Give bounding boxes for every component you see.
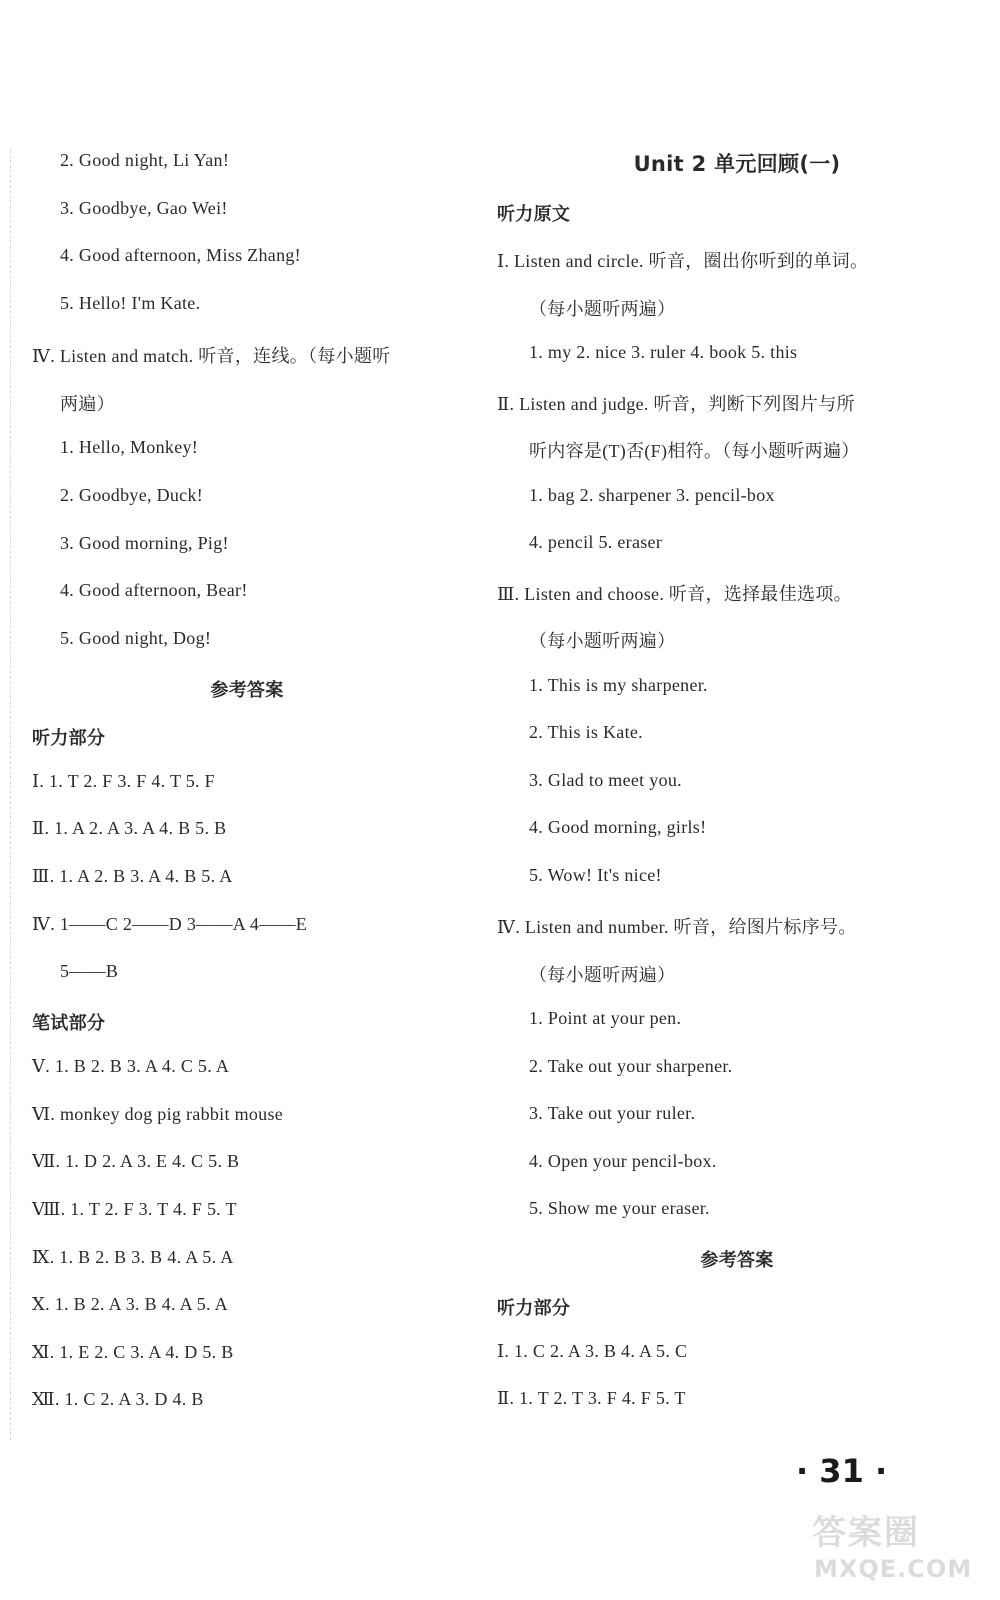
answer-line: Ⅸ. 1. B 2. B 3. B 4. A 5. A [32,1247,234,1267]
text-line: 2. This is Kate. [529,722,643,742]
listening-script-heading: 听力原文 [497,204,571,225]
text-line: 3. Good morning, Pig! [60,533,229,553]
listening-section-heading: 听力部分 [497,1298,571,1319]
text-line: 1. bag 2. sharpener 3. pencil-box [529,485,775,505]
text-line: 1. my 2. nice 3. ruler 4. book 5. this [529,342,798,362]
answer-line: Ⅱ. 1. T 2. T 3. F 4. F 5. T [497,1388,686,1408]
section-heading-iii: Ⅲ. Listen and choose. 听音，选择最佳选项。 [497,584,852,604]
section-heading-i: Ⅰ. Listen and circle. 听音，圈出你听到的单词。 [497,251,869,271]
unit-title: Unit 2 单元回顾(一) [633,152,841,176]
text-line: 2. Take out your sharpener. [529,1056,733,1076]
text-line: 3. Take out your ruler. [529,1103,696,1123]
answer-line: Ⅱ. 1. A 2. A 3. A 4. B 5. B [32,818,227,838]
text-line: 5. Good night, Dog! [60,628,212,648]
text-line: 听内容是(T)否(F)相符。（每小题听两遍） [529,441,860,461]
answer-line: Ⅰ. 1. C 2. A 3. B 4. A 5. C [497,1341,688,1361]
text-line: 4. Good afternoon, Miss Zhang! [60,245,301,265]
answer-line: Ⅷ. 1. T 2. F 3. T 4. F 5. T [32,1199,237,1219]
watermark-text: 答案圈 [812,1513,920,1553]
listening-section-heading: 听力部分 [32,728,106,749]
answer-line: Ⅰ. 1. T 2. F 3. F 4. T 5. F [32,771,215,791]
text-line: 5. Wow! It's nice! [529,865,662,885]
text-line: （每小题听两遍） [529,631,676,651]
section-heading-iv: Ⅳ. Listen and match. 听音，连线。（每小题听 [32,346,391,366]
text-line: 2. Goodbye, Duck! [60,485,204,505]
answer-line: Ⅶ. 1. D 2. A 3. E 4. C 5. B [32,1151,240,1171]
text-line: 1. Hello, Monkey! [60,437,199,457]
answer-line: Ⅺ. 1. E 2. C 3. A 4. D 5. B [32,1342,234,1362]
text-line: 4. pencil 5. eraser [529,532,663,552]
text-line: 1. This is my sharpener. [529,675,708,695]
section-heading-ii: Ⅱ. Listen and judge. 听音，判断下列图片与所 [497,394,855,414]
watermark-url: MXQE.COM [814,1555,973,1583]
answer-key-heading: 参考答案 [700,1250,774,1271]
text-line: 4. Good afternoon, Bear! [60,580,248,600]
answer-line: Ⅹ. 1. B 2. A 3. B 4. A 5. A [32,1294,228,1314]
answer-line: Ⅴ. 1. B 2. B 3. A 4. C 5. A [32,1056,230,1076]
text-line: 1. Point at your pen. [529,1008,682,1028]
answer-line: 5——B [60,961,119,981]
written-section-heading: 笔试部分 [32,1013,106,1034]
watermark-logo [812,1505,982,1591]
text-line: 5. Hello! I'm Kate. [60,293,201,313]
text-line: （每小题听两遍） [529,965,676,985]
page-number: · 31 · [796,1452,888,1490]
text-line: 两遍） [60,394,115,414]
margin-dashed-line [10,150,11,1440]
section-heading-iv: Ⅳ. Listen and number. 听音，给图片标序号。 [497,917,857,937]
text-line: 4. Good morning, girls! [529,817,707,837]
answer-line: Ⅲ. 1. A 2. B 3. A 4. B 5. A [32,866,233,886]
text-line: 2. Good night, Li Yan! [60,150,230,170]
text-line: 4. Open your pencil-box. [529,1151,717,1171]
answer-line: Ⅵ. monkey dog pig rabbit mouse [32,1104,284,1124]
text-line: 3. Glad to meet you. [529,770,682,790]
text-line: 3. Goodbye, Gao Wei! [60,198,228,218]
answer-line: Ⅻ. 1. C 2. A 3. D 4. B [32,1389,204,1409]
answer-key-heading: 参考答案 [210,680,284,701]
text-line: 5. Show me your eraser. [529,1198,710,1218]
text-line: （每小题听两遍） [529,299,676,319]
answer-line: Ⅳ. 1——C 2——D 3——A 4——E [32,914,308,934]
